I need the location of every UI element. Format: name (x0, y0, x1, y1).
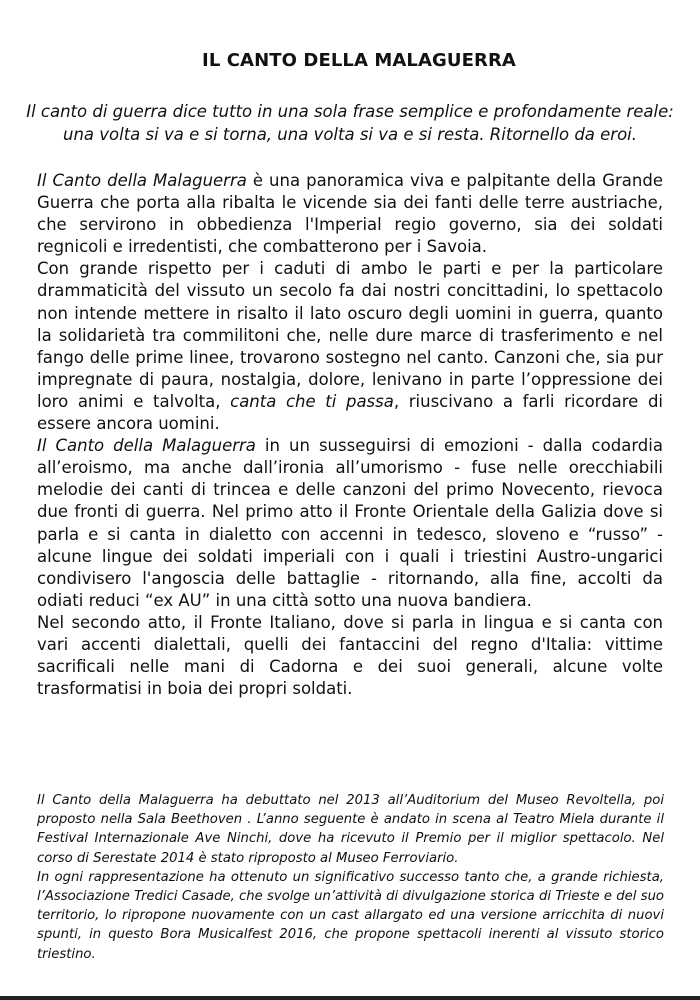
page-title: IL CANTO DELLA MALAGUERRA (202, 50, 516, 71)
footnote-paragraph-2: In ogni rappresentazione ha ottenuto un significativo successo tanto che, a grande richiesta, l’Associazione Tredici Casade, che svolge un’attività di divulgazione storica di Trieste e del suo territorio, lo ripropone nuovamente con un cast allargato ed una versione arricchita di nuovi spunti, in questo Bora Musicalfest 2016, che propone spettacoli inerenti al vissuto storico triestino. (37, 869, 664, 962)
paragraph-text: , riuscivano a farli ricordare di essere ancora uomini. (37, 391, 664, 434)
subtitle-quote (0, 100, 700, 146)
paragraph-text: è una panoramica viva e palpitante della Grande Guerra che porta alla ribalta le vicende sia dei fanti delle terre austriache, che servirono in obbedienza l'Imperial regio governo, sia dei soldati regnicoli e irredentisti, che combatterono per i Savoia. (37, 171, 663, 257)
paragraph-2 (37, 258, 663, 435)
paragraph-4 (37, 612, 663, 700)
footnote-paragraph-1: Il Canto della Malaguerra ha debuttato nel 2013 all’Auditorium del Museo Revoltella, poi proposto nella Sala Beethoven . L’anno seguente è andato in scena al Teatro Miela durante il Festival Internazionale Ave Ninchi, dove ha ricevuto il Premio per il miglior spettacolo. Nel corso di Serestate 2014 è stato riproposto al Museo Ferroviario. (37, 793, 664, 866)
body-text (37, 170, 663, 700)
emphasis-phrase: canta che ti passa (230, 391, 394, 411)
bottom-border-rule (0, 996, 700, 1000)
paragraph-text: Nel secondo atto, il Fronte Italiano, dove si parla in lingua e si canta con vari accenti dialettali, quelli dei fantaccini del regno d'Italia: vittime sacrificali nelle mani di Cadorna e dei suoi generali, alcune volte trasformatisi in boia dei propri soldati. (37, 612, 663, 699)
footnote (37, 791, 664, 964)
show-title: Il Canto della Malaguerra (37, 436, 256, 456)
paragraph-3 (37, 435, 663, 612)
subtitle-line-2: una volta si va e si torna, una volta si va e si resta. Ritornello da eroi. (62, 125, 638, 144)
subtitle-line-1: Il canto di guerra dice tutto in una sola frase semplice e profondamente reale: (26, 102, 674, 121)
paragraph-text: Con grande rispetto per i caduti di ambo le parti e per la particolare drammaticità del vissuto un secolo fa dai nostri concittadini, lo spettacolo non intende mettere in risalto il lato oscuro degli uomini in guerra, quanto la solidarietà tra commilitoni che, nelle dure marce di trasferimento e nel fango delle prime linee, trovarono sostegno nel canto. Canzoni che, sia pur impregnate di paura, nostalgia, dolore, lenivano in parte l’oppressione dei loro animi e talvolta, (37, 259, 663, 411)
show-title: Il Canto della Malaguerra (37, 171, 247, 190)
paragraph-1 (37, 170, 663, 258)
paragraph-text: in un susseguirsi di emozioni - dalla codardia all’eroismo, ma anche dall’ironia all’umorismo - fuse nelle orecchiabili melodie dei canti di trincea e delle canzoni del primo Novecento, rievoca due fronti di guerra. Nel primo atto il Fronte Orientale della Galizia dove si parla e si canta in dialetto con accenni in tedesco, sloveno e “russo” - alcune lingue dei soldati imperiali con i quali i triestini Austro-ungarici condivisero l'angoscia delle battaglie - ritornando, alla fine, accolti da odiati reduci “ex AU” in una città sotto una nuova bandiera. (37, 436, 663, 610)
